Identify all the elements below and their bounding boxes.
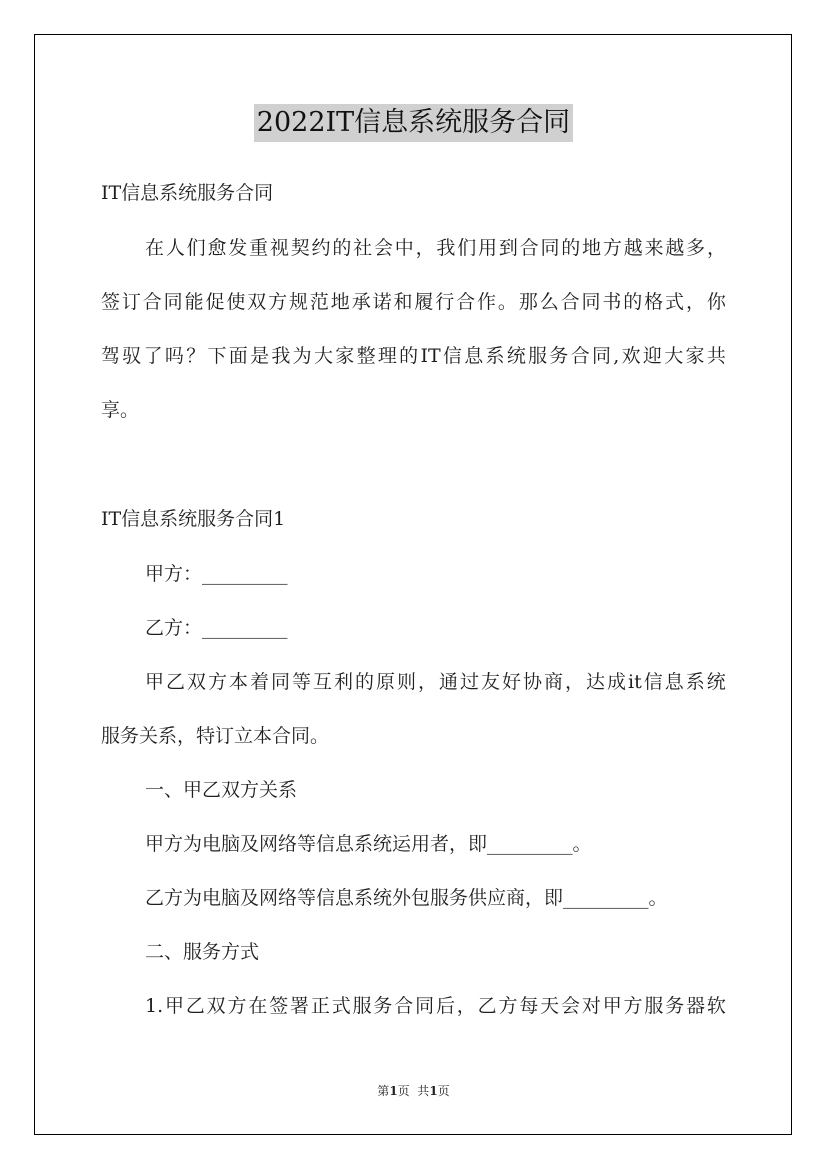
text-glyph: 家 <box>335 345 355 367</box>
text-glyph: 方 <box>268 291 288 313</box>
intro-line-4: 享。 <box>101 399 140 421</box>
text-glyph: 方 <box>602 237 622 259</box>
text-glyph: 是 <box>250 345 270 367</box>
title-container <box>0 104 827 142</box>
text-glyph: 协 <box>523 671 543 693</box>
intro-line-1 <box>145 235 726 261</box>
text-glyph: 诺 <box>372 291 392 313</box>
text-glyph: 大 <box>664 345 684 367</box>
text-glyph: 乙 <box>185 995 205 1017</box>
text-glyph: 同 <box>581 291 601 313</box>
text-glyph: 对 <box>581 995 601 1017</box>
text-glyph: 甲 <box>145 671 165 693</box>
text-glyph: 迎 <box>642 345 662 367</box>
text-glyph: 同 <box>415 995 435 1017</box>
text-glyph: 面 <box>228 345 248 367</box>
intro-line-3 <box>101 343 726 369</box>
text-glyph: 务 <box>373 995 393 1017</box>
text-glyph: 服 <box>644 995 664 1017</box>
text-glyph: 格 <box>644 291 664 313</box>
text-glyph: 们 <box>457 237 477 259</box>
text-glyph: 我 <box>436 237 456 259</box>
footer-middle: 页 共 <box>397 1084 430 1098</box>
text-glyph: 统 <box>506 345 526 367</box>
text-glyph: 多 <box>686 237 706 259</box>
text-glyph: 信 <box>643 671 663 693</box>
text-glyph: 能 <box>184 291 204 313</box>
text-glyph: 通 <box>439 671 459 693</box>
text-glyph: 和 <box>393 291 413 313</box>
text-glyph: 用 <box>478 237 498 259</box>
text-glyph: 署 <box>290 995 310 1017</box>
text-glyph: 大 <box>313 345 333 367</box>
text-glyph: 合 <box>570 345 590 367</box>
text-glyph: 天 <box>540 995 560 1017</box>
page-footer <box>0 1083 827 1099</box>
text-glyph: 订 <box>121 291 141 313</box>
text-glyph: 系 <box>685 671 705 693</box>
text-glyph: 商 <box>544 671 564 693</box>
text-glyph: 服 <box>352 995 372 1017</box>
text-glyph: 双 <box>247 291 267 313</box>
text-glyph: 履 <box>414 291 434 313</box>
text-glyph: 视 <box>269 237 289 259</box>
text-glyph: 同 <box>540 237 560 259</box>
text-glyph: 双 <box>187 671 207 693</box>
text-glyph: 达 <box>586 671 606 693</box>
text-glyph: 本 <box>229 671 249 693</box>
text-glyph: 合 <box>394 995 414 1017</box>
text-glyph: 愈 <box>207 237 227 259</box>
footer-total-pages: 1 <box>429 1084 438 1098</box>
party-a-line: 甲方：_________ <box>145 563 288 585</box>
text-glyph: 到 <box>498 237 518 259</box>
text-glyph: 服 <box>528 345 548 367</box>
text-glyph: 越 <box>623 237 643 259</box>
text-glyph: 的 <box>623 291 643 313</box>
clause-1-party-a: 甲方为电脑及网络等信息系统运用者，即_________。 <box>145 833 592 855</box>
text-glyph: 行 <box>435 291 455 313</box>
text-glyph: 签 <box>269 995 289 1017</box>
text-glyph: 来 <box>644 237 664 259</box>
clause-1-party-b: 乙方为电脑及网络等信息系统外包服务供应商，即_________。 <box>145 887 668 909</box>
principle-line-2: 服务关系，特订立本合同。 <box>101 725 330 747</box>
text-glyph: 信 <box>442 345 462 367</box>
text-glyph: 作 <box>477 291 497 313</box>
text-glyph: 我 <box>271 345 291 367</box>
text-glyph: 发 <box>228 237 248 259</box>
text-glyph: 契 <box>290 237 310 259</box>
text-glyph: 互 <box>313 671 333 693</box>
text-glyph: 吗 <box>164 345 184 367</box>
text-glyph: 的 <box>355 671 375 693</box>
text-glyph: 成 <box>607 671 627 693</box>
text-glyph: 的 <box>332 237 352 259</box>
principle-line-1 <box>145 669 726 695</box>
text-glyph: 合 <box>456 291 476 313</box>
text-glyph: 理 <box>377 345 397 367</box>
text-glyph: 合 <box>142 291 162 313</box>
text-glyph: 的 <box>561 237 581 259</box>
text-glyph: 。 <box>497 291 517 313</box>
footer-prefix: 第 <box>377 1084 390 1098</box>
text-glyph: ， <box>415 237 435 259</box>
text-glyph: 甲 <box>602 995 622 1017</box>
text-glyph: 欢 <box>621 345 641 367</box>
text-glyph: it <box>628 671 642 693</box>
text-glyph: 1. <box>145 995 164 1017</box>
text-glyph: 的 <box>399 345 419 367</box>
footer-suffix: 页 <box>437 1084 450 1098</box>
text-glyph: 利 <box>334 671 354 693</box>
text-glyph: 为 <box>292 345 312 367</box>
text-glyph: 式 <box>331 995 351 1017</box>
text-glyph: 软 <box>706 995 726 1017</box>
clause-2-heading: 二、服务方式 <box>145 941 260 963</box>
text-glyph: 方 <box>208 671 228 693</box>
text-glyph: 统 <box>706 671 726 693</box>
text-glyph: 息 <box>464 345 484 367</box>
text-glyph: 务 <box>665 995 685 1017</box>
text-glyph: 驭 <box>122 345 142 367</box>
text-glyph: 甲 <box>164 995 184 1017</box>
text-glyph: 方 <box>227 995 247 1017</box>
text-glyph: 息 <box>664 671 684 693</box>
text-glyph: 同 <box>592 345 612 367</box>
text-glyph: IT <box>420 345 441 367</box>
text-glyph: 地 <box>330 291 350 313</box>
text-glyph: 方 <box>623 995 643 1017</box>
text-glyph: 共 <box>706 345 726 367</box>
text-glyph: 方 <box>498 995 518 1017</box>
text-glyph: 书 <box>602 291 622 313</box>
text-glyph: 整 <box>356 345 376 367</box>
text-glyph: ， <box>706 237 726 259</box>
text-glyph: 人 <box>165 237 185 259</box>
text-glyph: 则 <box>397 671 417 693</box>
text-glyph: 会 <box>561 995 581 1017</box>
text-glyph: 社 <box>353 237 373 259</box>
text-glyph: 重 <box>249 237 269 259</box>
section-heading: IT信息系统服务合同1 <box>101 508 286 530</box>
text-glyph: ， <box>418 671 438 693</box>
text-glyph: 器 <box>686 995 706 1017</box>
text-glyph: 正 <box>310 995 330 1017</box>
text-glyph: 你 <box>706 291 726 313</box>
text-glyph: 在 <box>248 995 268 1017</box>
clause-2-item-1 <box>145 993 726 1019</box>
text-glyph: 等 <box>292 671 312 693</box>
text-glyph: 合 <box>560 291 580 313</box>
text-glyph: 了 <box>143 345 163 367</box>
text-glyph: 同 <box>163 291 183 313</box>
text-glyph: ， <box>685 291 705 313</box>
text-glyph: 么 <box>539 291 559 313</box>
text-glyph: , <box>613 345 620 367</box>
text-glyph: 驾 <box>101 345 121 367</box>
text-glyph: ， <box>565 671 585 693</box>
text-glyph: 过 <box>460 671 480 693</box>
text-glyph: 好 <box>502 671 522 693</box>
text-glyph: 范 <box>309 291 329 313</box>
document-subtitle: IT信息系统服务合同 <box>101 182 274 204</box>
document-title: 2022IT信息系统服务合同 <box>254 104 573 142</box>
text-glyph: 促 <box>205 291 225 313</box>
text-glyph: 那 <box>518 291 538 313</box>
text-glyph: 务 <box>549 345 569 367</box>
text-glyph: 式 <box>665 291 685 313</box>
text-glyph: ？ <box>186 345 206 367</box>
text-glyph: 规 <box>289 291 309 313</box>
text-glyph: 约 <box>311 237 331 259</box>
footer-current-page: 1 <box>389 1084 398 1098</box>
text-glyph: 在 <box>145 237 165 259</box>
text-glyph: 乙 <box>477 995 497 1017</box>
text-glyph: 双 <box>206 995 226 1017</box>
text-glyph: ， <box>456 995 476 1017</box>
clause-1-heading: 一、甲乙双方关系 <box>145 779 298 801</box>
text-glyph: 后 <box>435 995 455 1017</box>
text-glyph: 下 <box>207 345 227 367</box>
text-glyph: 签 <box>101 291 121 313</box>
intro-line-2 <box>101 289 726 315</box>
text-glyph: 家 <box>685 345 705 367</box>
text-glyph: 同 <box>271 671 291 693</box>
text-glyph: 友 <box>481 671 501 693</box>
party-b-line: 乙方：_________ <box>145 617 288 639</box>
text-glyph: 地 <box>582 237 602 259</box>
text-glyph: 越 <box>665 237 685 259</box>
text-glyph: 会 <box>373 237 393 259</box>
text-glyph: 每 <box>519 995 539 1017</box>
text-glyph: 原 <box>376 671 396 693</box>
text-glyph: 承 <box>351 291 371 313</box>
text-glyph: 合 <box>519 237 539 259</box>
text-glyph: 系 <box>485 345 505 367</box>
text-glyph: 们 <box>186 237 206 259</box>
text-glyph: 中 <box>394 237 414 259</box>
text-glyph: 着 <box>250 671 270 693</box>
text-glyph: 使 <box>226 291 246 313</box>
text-glyph: 乙 <box>166 671 186 693</box>
